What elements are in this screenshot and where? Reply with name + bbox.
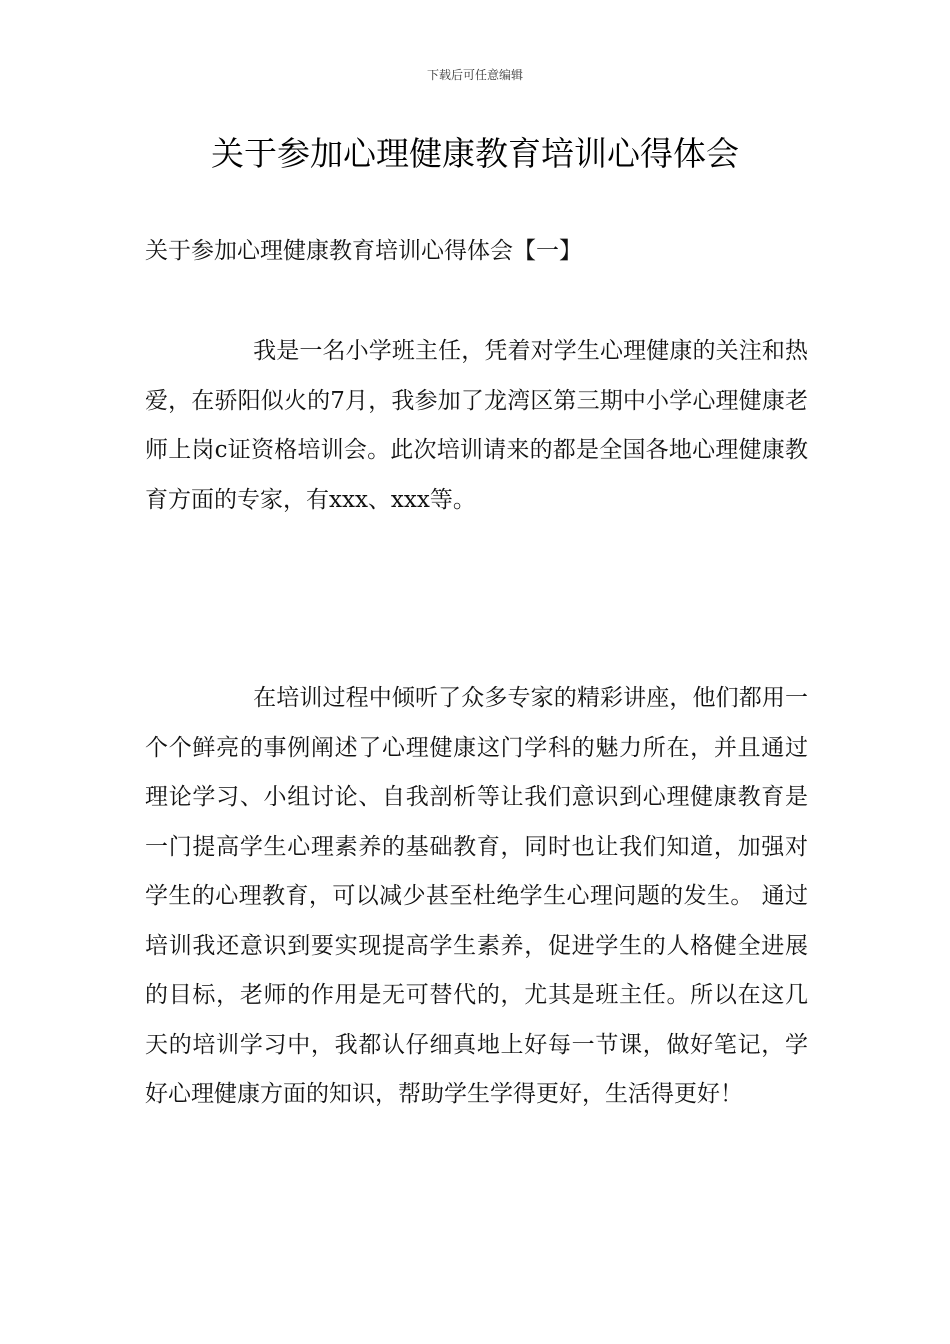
section-heading: 关于参加心理健康教育培训心得体会【一】: [145, 238, 582, 264]
header-note: 下载后可任意编辑: [426, 68, 523, 82]
body-paragraph-1: 我是一名小学班主任，凭着对学生心理健康的关注和热爱，在骄阳似火的7月，我参加了龙湾区第三期中小学心理健康老师上岗c证资格培训会。此次培训请来的都是全国各地心理健康教育方面的专家，有xxx、xxx等。: [145, 338, 808, 513]
body-paragraph-2: 在培训过程中倾听了众多专家的精彩讲座，他们都用一个个鲜亮的事例阐述了心理健康这门学科的魅力所在，并且通过理论学习、小组讨论、自我剖析等让我们意识到心理健康教育是一门提高学生心理素养的基础教育，同时也让我们知道，加强对学生的心理教育，可以减少甚至杜绝学生心理问题的发生。 通过培训我还意识到要实现提高学生素养，促进学生的人格健全进展的目标，老师的作用是无可替代的，尤其是班主任。所以在这几天的培训学习中，我都认仔细真地上好每一节课，做好笔记，学好心理健康方面的知识，帮助学生学得更好，生活得更好！: [145, 685, 808, 1107]
document-title: 关于参加心理健康教育培训心得体会: [211, 134, 739, 173]
